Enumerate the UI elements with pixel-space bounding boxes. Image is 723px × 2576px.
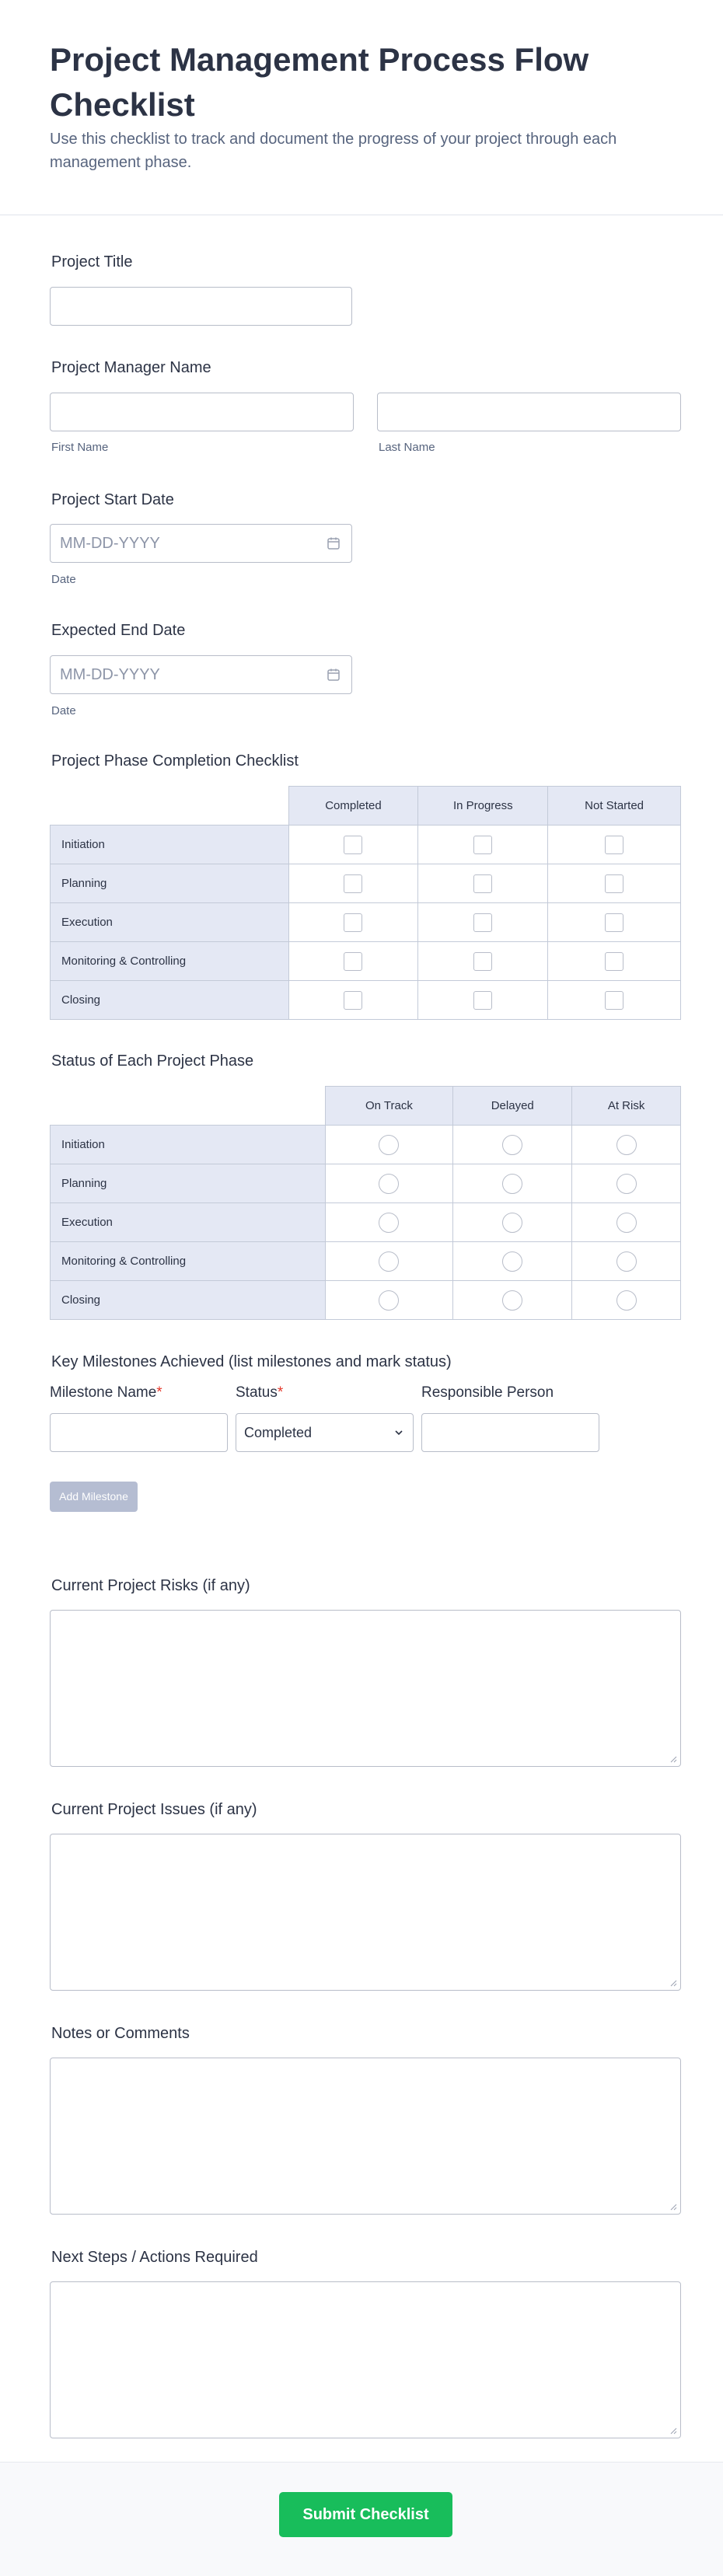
- radio-button[interactable]: [379, 1251, 399, 1272]
- submit-button[interactable]: Submit Checklist: [279, 2492, 452, 2537]
- milestones-label: Key Milestones Achieved (list milestones and mark status): [51, 1353, 452, 1370]
- issues-textarea[interactable]: [50, 1834, 681, 1991]
- row-label: Closing: [51, 1281, 326, 1320]
- radio-button[interactable]: [502, 1213, 522, 1233]
- phase-status-label: Status of Each Project Phase: [51, 1052, 254, 1070]
- radio-button[interactable]: [379, 1213, 399, 1233]
- table-row: [51, 1281, 681, 1320]
- milestone-name-input[interactable]: [50, 1413, 228, 1452]
- table-header-row: [51, 787, 681, 826]
- table-row: [51, 1126, 681, 1164]
- checkbox[interactable]: [605, 991, 623, 1010]
- radio-button[interactable]: [502, 1135, 522, 1155]
- radio-button[interactable]: [379, 1135, 399, 1155]
- table-header-row: [51, 1087, 681, 1126]
- first-name-input[interactable]: [50, 393, 354, 431]
- table-row: [51, 826, 681, 864]
- milestone-name-column-label: Milestone Name*: [50, 1384, 162, 1401]
- table-row: [51, 1164, 681, 1203]
- radio-button[interactable]: [616, 1135, 637, 1155]
- checkbox[interactable]: [344, 913, 362, 932]
- phase-checklist-label: Project Phase Completion Checklist: [51, 752, 299, 770]
- radio-button[interactable]: [616, 1174, 637, 1194]
- checkbox[interactable]: [344, 991, 362, 1010]
- checkbox[interactable]: [473, 874, 492, 893]
- table-corner: [51, 787, 289, 826]
- end-date-placeholder: MM-DD-YYYY: [60, 665, 160, 683]
- row-label: Monitoring & Controlling: [51, 1242, 326, 1281]
- radio-button[interactable]: [616, 1251, 637, 1272]
- radio-button[interactable]: [616, 1213, 637, 1233]
- resize-grip-icon[interactable]: [669, 1979, 677, 1987]
- form-title: Project Management Process Flow Checklist: [50, 41, 589, 123]
- end-date-sublabel: Date: [51, 704, 76, 717]
- start-date-sublabel: Date: [51, 573, 76, 586]
- column-header: Delayed: [453, 1087, 572, 1126]
- issues-label: Current Project Issues (if any): [51, 1801, 257, 1818]
- column-header: On Track: [325, 1087, 453, 1126]
- checkbox[interactable]: [605, 836, 623, 854]
- checkbox[interactable]: [605, 913, 623, 932]
- checkbox[interactable]: [344, 836, 362, 854]
- project-title-label: Project Title: [51, 253, 133, 271]
- table-row: [51, 1242, 681, 1281]
- row-label: Execution: [51, 903, 289, 942]
- table-corner: [51, 1087, 326, 1126]
- end-date-input[interactable]: [50, 655, 352, 694]
- table-row: [51, 981, 681, 1020]
- status-select-value: Completed: [244, 1424, 313, 1440]
- column-header: In Progress: [418, 787, 548, 826]
- form-subtitle: Use this checklist to track and document the progress of your project through each management phase.: [50, 131, 617, 171]
- checkbox[interactable]: [344, 874, 362, 893]
- notes-textarea[interactable]: [50, 2058, 681, 2215]
- radio-button[interactable]: [502, 1290, 522, 1311]
- column-header: At Risk: [572, 1087, 681, 1126]
- project-title-input[interactable]: [50, 287, 352, 326]
- row-label: Initiation: [51, 1126, 326, 1164]
- start-date-input[interactable]: [50, 524, 352, 563]
- radio-button[interactable]: [502, 1251, 522, 1272]
- checkbox[interactable]: [473, 913, 492, 932]
- radio-button[interactable]: [502, 1174, 522, 1194]
- checkbox[interactable]: [473, 952, 492, 971]
- radio-button[interactable]: [379, 1290, 399, 1311]
- responsible-person-input[interactable]: [421, 1413, 599, 1452]
- add-milestone-button[interactable]: Add Milestone: [50, 1482, 138, 1512]
- required-mark: *: [277, 1384, 284, 1401]
- next-steps-label: Next Steps / Actions Required: [51, 2249, 258, 2266]
- row-label: Planning: [51, 1164, 326, 1203]
- checkbox[interactable]: [605, 874, 623, 893]
- notes-label: Notes or Comments: [51, 2025, 190, 2042]
- last-name-sublabel: Last Name: [379, 441, 435, 454]
- row-label: Monitoring & Controlling: [51, 942, 289, 981]
- first-name-sublabel: First Name: [51, 441, 109, 454]
- responsible-person-column-label: Responsible Person: [421, 1384, 554, 1401]
- table-row: [51, 1203, 681, 1242]
- next-steps-textarea[interactable]: [50, 2281, 681, 2438]
- status-column-label: Status*: [236, 1384, 284, 1401]
- radio-button[interactable]: [616, 1290, 637, 1311]
- start-date-placeholder: MM-DD-YYYY: [60, 534, 160, 552]
- chevron-down-icon: [394, 1428, 403, 1437]
- phase-checklist-table: [50, 786, 681, 1020]
- end-date-label: Expected End Date: [51, 622, 186, 639]
- column-header: Completed: [288, 787, 418, 826]
- phase-status-table: [50, 1086, 681, 1320]
- resize-grip-icon[interactable]: [669, 2203, 677, 2211]
- calendar-icon[interactable]: [327, 536, 341, 550]
- start-date-label: Project Start Date: [51, 491, 174, 508]
- calendar-icon[interactable]: [327, 668, 341, 682]
- row-label: Execution: [51, 1203, 326, 1242]
- risks-label: Current Project Risks (if any): [51, 1577, 250, 1594]
- table-row: [51, 903, 681, 942]
- column-header: Not Started: [548, 787, 681, 826]
- row-label: Planning: [51, 864, 289, 903]
- last-name-input[interactable]: [377, 393, 681, 431]
- checkbox[interactable]: [605, 952, 623, 971]
- radio-button[interactable]: [379, 1174, 399, 1194]
- table-row: [51, 864, 681, 903]
- required-mark: *: [156, 1384, 162, 1401]
- manager-name-label: Project Manager Name: [51, 359, 211, 376]
- checkbox[interactable]: [473, 991, 492, 1010]
- resize-grip-icon[interactable]: [669, 1755, 677, 1763]
- form-header: [0, 0, 723, 215]
- checkbox[interactable]: [473, 836, 492, 854]
- table-row: [51, 942, 681, 981]
- checkbox[interactable]: [344, 952, 362, 971]
- status-select[interactable]: [236, 1413, 414, 1452]
- row-label: Initiation: [51, 826, 289, 864]
- row-label: Closing: [51, 981, 289, 1020]
- resize-grip-icon[interactable]: [669, 2427, 677, 2435]
- risks-textarea[interactable]: [50, 1610, 681, 1767]
